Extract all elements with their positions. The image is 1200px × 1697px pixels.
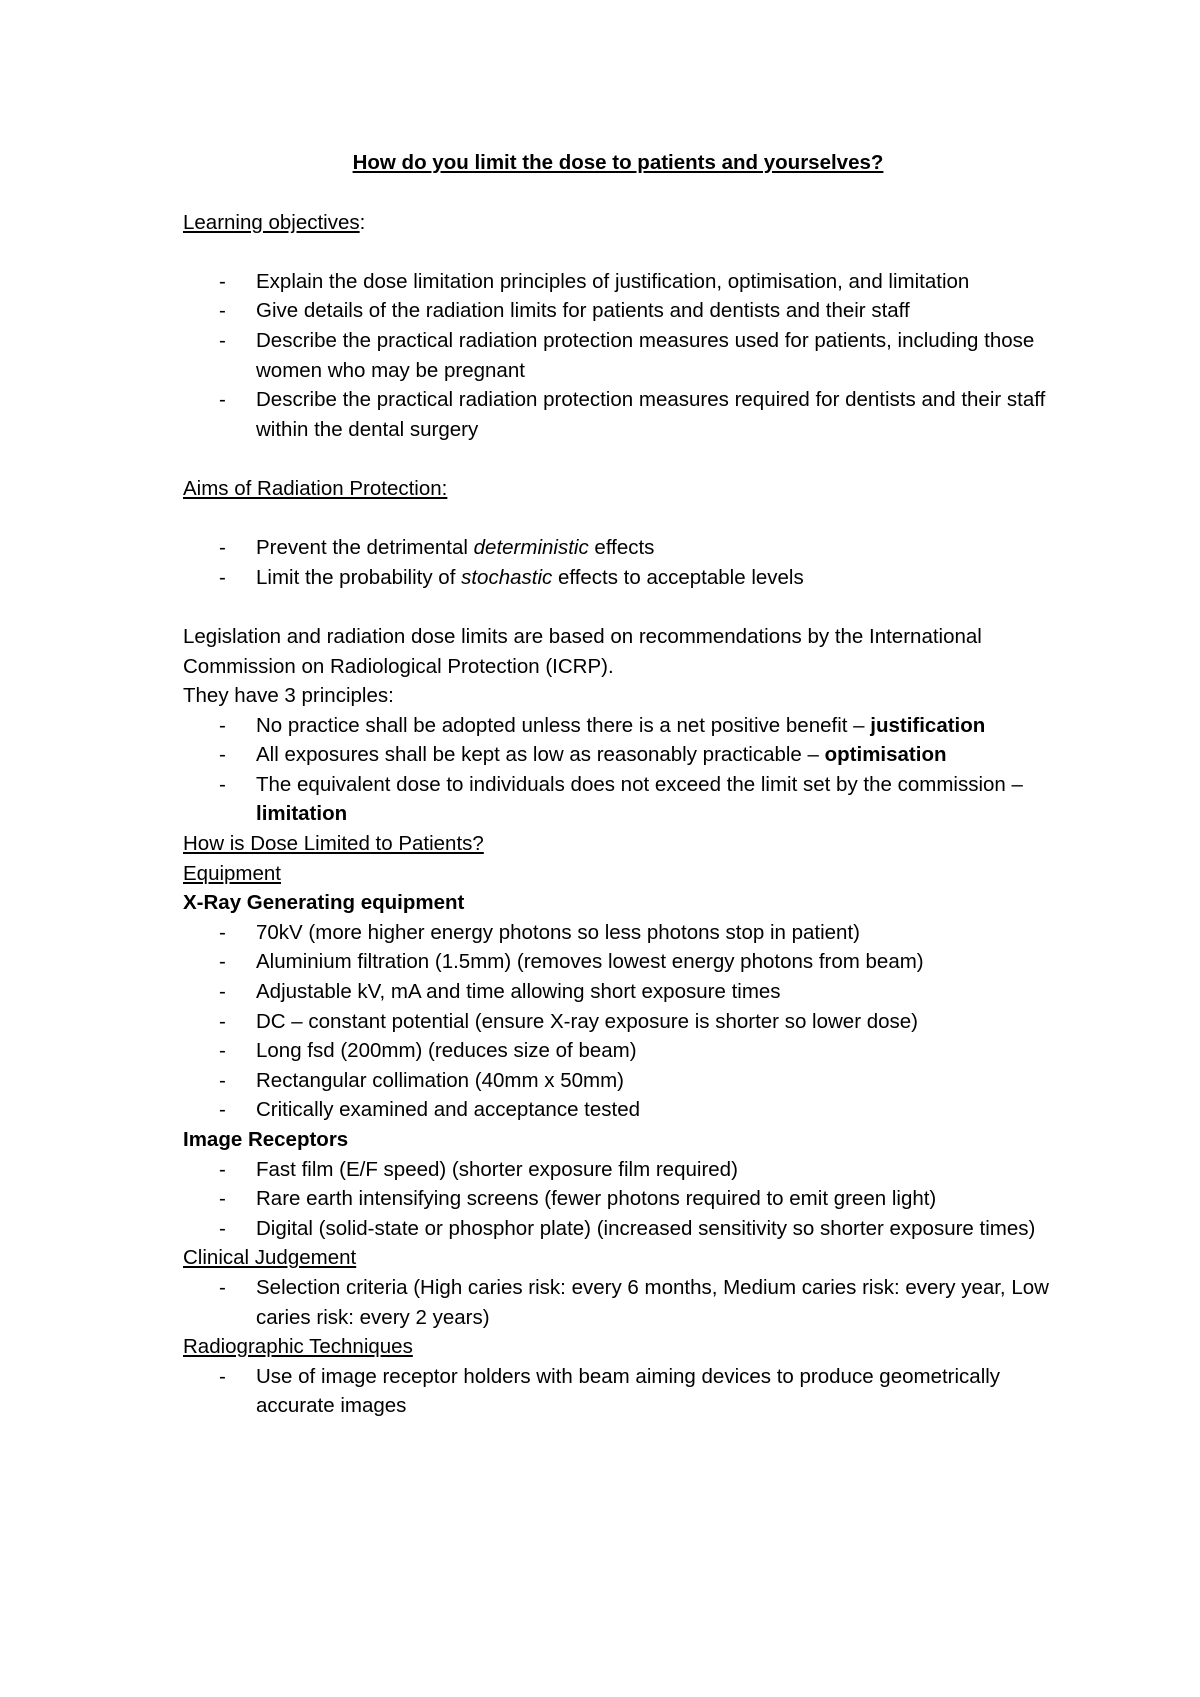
optimisation-term: optimisation xyxy=(824,743,947,767)
list-item: - Explain the dose limitation principles of justification, optimisation, and limitation xyxy=(219,269,970,293)
list-item: - Give details of the radiation limits for patients and dentists and their staff xyxy=(219,299,910,323)
page-title: How do you limit the dose to patients and yourselves? xyxy=(352,151,884,174)
list-item: - Adjustable kV, mA and time allowing short exposure times xyxy=(219,980,781,1004)
list-item: - DC – constant potential (ensure X-ray exposure is shorter so lower dose) xyxy=(219,1009,919,1033)
justification-term: justification xyxy=(870,713,986,737)
techniques-list xyxy=(183,1362,1053,1421)
limitation-term: limitation xyxy=(256,802,348,826)
clinical-list xyxy=(183,1273,1053,1332)
list-item: - Aluminium filtration (1.5mm) (removes lowest energy photons from beam) xyxy=(219,950,924,974)
list-item: - No practice shall be adopted unless there is a net positive benefit – justification xyxy=(219,713,986,737)
equipment-heading: Equipment xyxy=(183,861,282,885)
objectives-heading-line xyxy=(183,208,1053,238)
list-item: - Fast film (E/F speed) (shorter exposure film required) xyxy=(219,1157,738,1181)
list-item: - Rectangular collimation (40mm x 50mm) xyxy=(219,1068,624,1092)
receptors-list xyxy=(183,1155,1053,1244)
list-item: - The equivalent dose to individuals does not exceed the limit set by the commission – limitation xyxy=(219,772,1023,826)
legislation-paragraph: Legislation and radiation dose limits are based on recommendations by the International Commission on Radiological Protection (ICRP). xyxy=(183,624,982,678)
deterministic-term: deterministic xyxy=(473,536,589,560)
list-item: - Long fsd (200mm) (reduces size of beam) xyxy=(219,1039,637,1063)
principles-list xyxy=(183,711,1053,829)
objectives-heading-colon: : xyxy=(359,210,366,234)
list-item: - Digital (solid-state or phosphor plate) (increased sensitivity so shorter exposure times) xyxy=(219,1216,1036,1240)
objectives-list xyxy=(183,267,1053,445)
list-item: - Prevent the detrimental deterministic effects xyxy=(219,536,655,560)
aims-heading: Aims of Radiation Protection: xyxy=(183,476,448,500)
clinical-heading: Clinical Judgement xyxy=(183,1246,357,1270)
patients-heading: How is Dose Limited to Patients? xyxy=(183,832,484,856)
techniques-heading: Radiographic Techniques xyxy=(183,1335,413,1359)
stochastic-term: stochastic xyxy=(461,565,553,589)
list-item: - Critically examined and acceptance tested xyxy=(219,1098,641,1122)
list-item: - Describe the practical radiation protection measures required for dentists and their staff within the dental surgery xyxy=(219,388,1046,441)
document-body xyxy=(183,148,1053,1421)
list-item: - 70kV (more higher energy photons so less photons stop in patient) xyxy=(219,920,860,944)
aims-list xyxy=(183,533,1053,592)
receptors-heading: Image Receptors xyxy=(183,1128,349,1151)
xray-heading: X-Ray Generating equipment xyxy=(183,891,465,915)
principles-intro: They have 3 principles: xyxy=(183,684,394,708)
list-item: - Limit the probability of stochastic effects to acceptable levels xyxy=(219,565,804,589)
list-item: - All exposures shall be kept as low as reasonably practicable – optimisation xyxy=(219,743,947,767)
xray-list xyxy=(183,918,1053,1125)
objectives-heading: Learning objectives xyxy=(183,210,360,234)
list-item: - Describe the practical radiation protection measures used for patients, including those women who may be pregnant xyxy=(219,328,1035,382)
list-item: - Rare earth intensifying screens (fewer photons required to emit green light) xyxy=(219,1187,937,1211)
list-item: - Selection criteria (High caries risk: every 6 months, Medium caries risk: every year, Low caries risk: every 2 years) xyxy=(219,1275,1049,1329)
list-item: - Use of image receptor holders with beam aiming devices to produce geometrically accurate images xyxy=(219,1364,1001,1418)
